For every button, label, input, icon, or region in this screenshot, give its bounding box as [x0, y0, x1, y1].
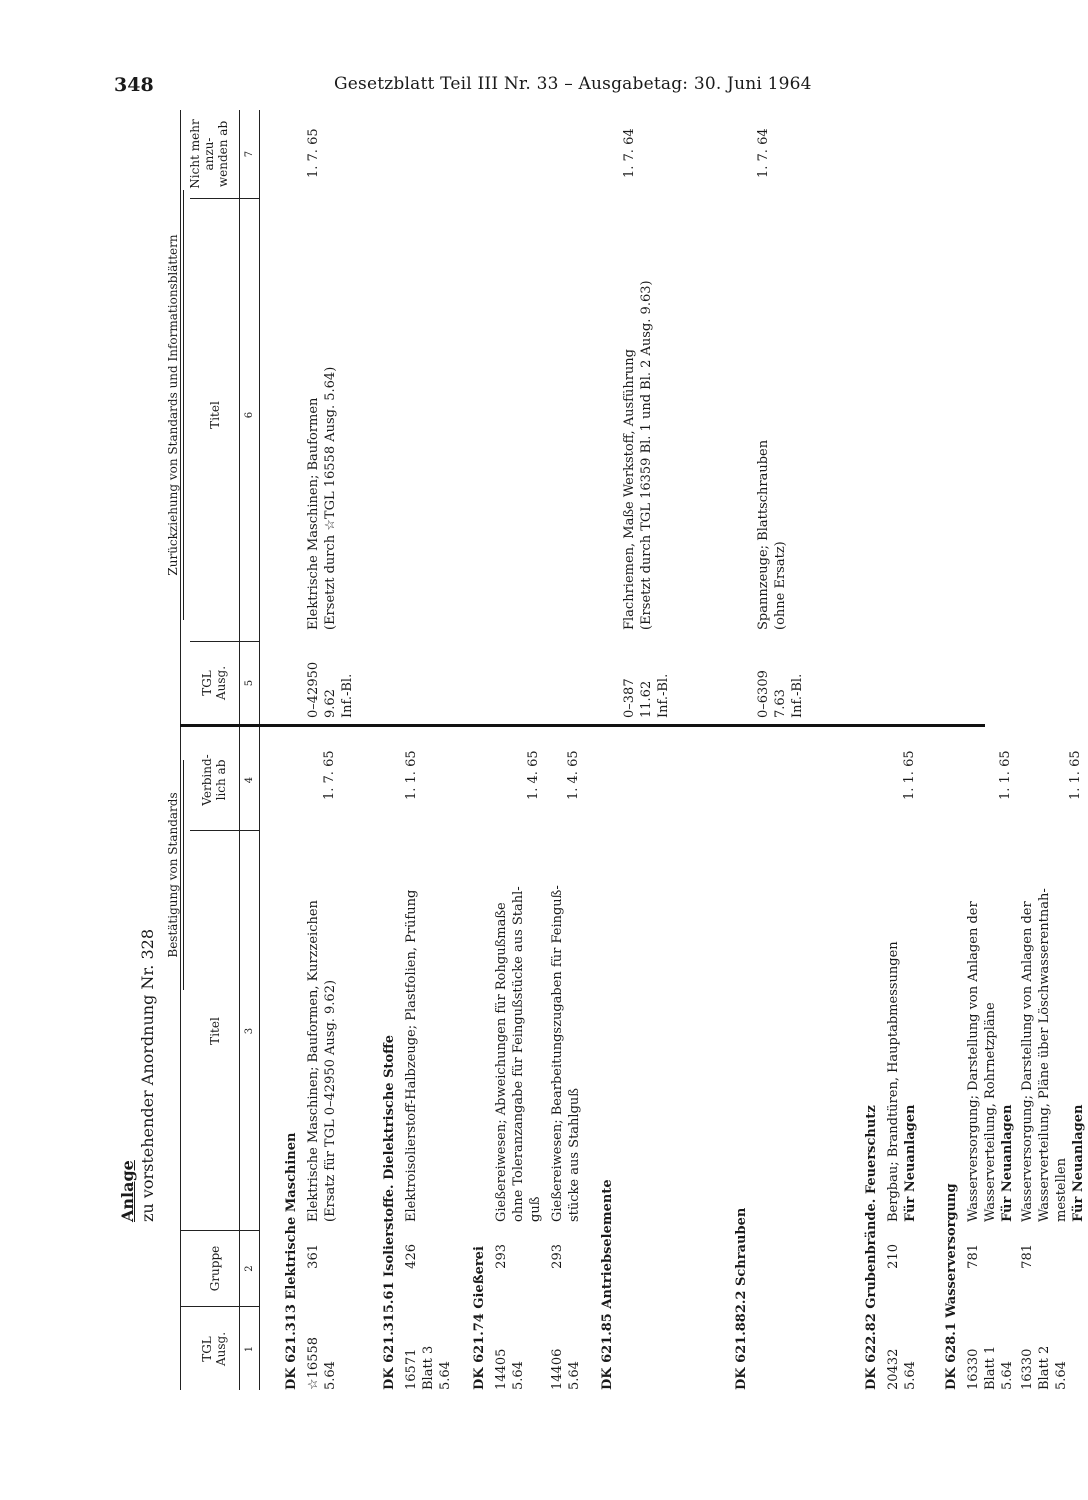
titel-right-cell: Elektrische Maschinen; Bauformen (Ersetzt durch ☆TGL 16558 Ausg. 5.64)	[306, 366, 339, 630]
rotated-table-page	[105, 110, 1087, 1390]
header-titel: Titel	[208, 1017, 222, 1045]
section-heading: DK 621.85 Antriebselemente	[600, 1179, 615, 1390]
gruppe-cell: 210	[886, 1244, 901, 1269]
verbindlich-ab-cell: 1. 4. 65	[526, 750, 541, 800]
page-number: 348	[114, 74, 154, 96]
anlage-title: Anlage	[118, 1160, 137, 1222]
titel-cell: Elektrische Maschinen; Bauformen, Kurzzeichen (Ersatz für TGL 0–42950 Ausg. 9.62)	[306, 900, 339, 1222]
tgl-number-cell: 16571 Blatt 3 5.64	[404, 1345, 454, 1390]
section-heading: DK 621.313 Elektrische Maschinen	[284, 1132, 299, 1390]
tgl-ausg-right-cell: 0–6309 7.63 Inf.-Bl.	[756, 670, 806, 718]
titel-cell: Wasserversorgung; Darstellung von Anlagen der Wasserverteilung, Pläne über Löschwasserentnah- mestellen Für Neuanlagen	[1020, 888, 1087, 1222]
vline-3	[190, 830, 260, 831]
section-heading: DK 621.74 Gießerei	[472, 1246, 487, 1390]
gruppe-cell: 781	[966, 1244, 981, 1269]
rule-numbers	[259, 110, 260, 1390]
verbindlich-ab-cell: 1. 7. 65	[322, 750, 337, 800]
col-number-4: 4	[244, 776, 255, 784]
header-tgl-ausg: TGL Ausg.	[200, 1331, 228, 1367]
vline-main-divider	[180, 724, 985, 727]
tgl-number-cell: 14405 5.64	[494, 1348, 527, 1390]
rule-right-group	[183, 190, 184, 620]
header-nicht-mehr: Nicht mehr anzu- wenden ab	[188, 119, 230, 189]
col-number-2: 2	[244, 1265, 255, 1272]
titel-cell: Gießereiwesen; Abweichungen für Rohgußmaße ohne Toleranzangabe für Feingußstücke aus Stahl- guß	[494, 886, 544, 1222]
gruppe-cell: 293	[494, 1244, 509, 1269]
header-titel-right: Titel	[208, 401, 222, 429]
col-number-7: 7	[244, 150, 255, 158]
vline-5	[190, 641, 260, 642]
header-gruppe: Gruppe	[208, 1245, 222, 1292]
col-number-6: 6	[244, 411, 255, 419]
titel-cell: Bergbau; Brandtüren, Hauptabmessungen Für Neuanlagen	[886, 941, 919, 1222]
tgl-number-cell: 14406 5.64	[550, 1348, 583, 1390]
nicht-mehr-anzuwenden-cell: 1. 7. 64	[756, 128, 771, 178]
tgl-ausg-right-cell: 0–387 11.62 Inf.-Bl.	[622, 673, 672, 718]
gruppe-cell: 361	[306, 1244, 321, 1269]
col-number-1: 1	[244, 1345, 255, 1353]
verbindlich-ab-cell: 1. 1. 65	[404, 750, 419, 800]
anlage-subtitle: zu vorstehender Anordnung Nr. 328	[138, 929, 157, 1222]
tgl-number-cell: 16330 Blatt 2 5.64	[1020, 1345, 1070, 1390]
header-verbindlich-ab: Verbind- lich ab	[200, 754, 228, 806]
section-heading: DK 621.315.61 Isolierstoffe. Dielektrische Stoffe	[382, 1034, 397, 1390]
gruppe-cell: 426	[404, 1244, 419, 1269]
rule-head	[239, 110, 240, 1390]
col-number-5: 5	[244, 679, 255, 687]
titel-right-cell: Flachriemen, Maße Werkstoff, Ausführung (Ersetzt durch TGL 16359 Bl. 1 und Bl. 2 Ausg. 9.63)	[622, 280, 655, 630]
gruppe-cell: 293	[550, 1244, 565, 1269]
titel-right-cell: Spannzeuge; Blattschrauben (ohne Ersatz)	[756, 439, 789, 630]
gruppe-cell: 781	[1020, 1244, 1035, 1269]
header-right-group: Zurückziehung von Standards und Informationsblättern	[166, 234, 180, 576]
tgl-number-cell: 20432 5.64	[886, 1348, 919, 1390]
titel-cell: Elektroisolierstoff-Halbzeuge; Plastfolien, Prüfung	[404, 889, 419, 1222]
col-number-3: 3	[244, 1027, 255, 1035]
section-heading: DK 621.882.2 Schrauben	[734, 1207, 749, 1390]
verbindlich-ab-cell: 1. 4. 65	[566, 750, 581, 800]
vline-1	[180, 1306, 260, 1307]
verbindlich-ab-cell: 1. 1. 65	[902, 750, 917, 800]
titel-cell: Wasserversorgung; Darstellung von Anlagen der Wasserverteilung, Rohrnetzpläne Für Neuanlagen	[966, 901, 1016, 1222]
tgl-number-cell: 16330 Blatt 1 5.64	[966, 1345, 1016, 1390]
rule-top	[180, 110, 181, 1390]
vline-2	[180, 1230, 260, 1231]
section-heading: DK 622.82 Grubenbrände. Feuerschutz	[864, 1105, 879, 1390]
verbindlich-ab-cell: 1. 1. 65	[998, 750, 1013, 800]
running-head: Gesetzblatt Teil III Nr. 33 – Ausgabetag: 30. Juni 1964	[334, 74, 812, 94]
nicht-mehr-anzuwenden-cell: 1. 7. 65	[306, 128, 321, 178]
header-tgl-ausg-right: TGL Ausg.	[200, 665, 228, 701]
tgl-number-cell: ☆16558 5.64	[306, 1336, 339, 1390]
header-left-group: Bestätigung von Standards	[166, 792, 180, 958]
nicht-mehr-anzuwenden-cell: 1. 7. 64	[622, 128, 637, 178]
verbindlich-ab-cell: 1. 1. 65	[1068, 750, 1083, 800]
rule-left-group	[183, 760, 184, 990]
section-heading: DK 628.1 Wasserversorgung	[944, 1183, 959, 1390]
tgl-ausg-right-cell: 0–42950 9.62 Inf.-Bl.	[306, 661, 356, 718]
vline-6	[190, 198, 260, 199]
titel-cell: Gießereiwesen; Bearbeitungszugaben für Feinguß- stücke aus Stahlguß	[550, 885, 583, 1222]
